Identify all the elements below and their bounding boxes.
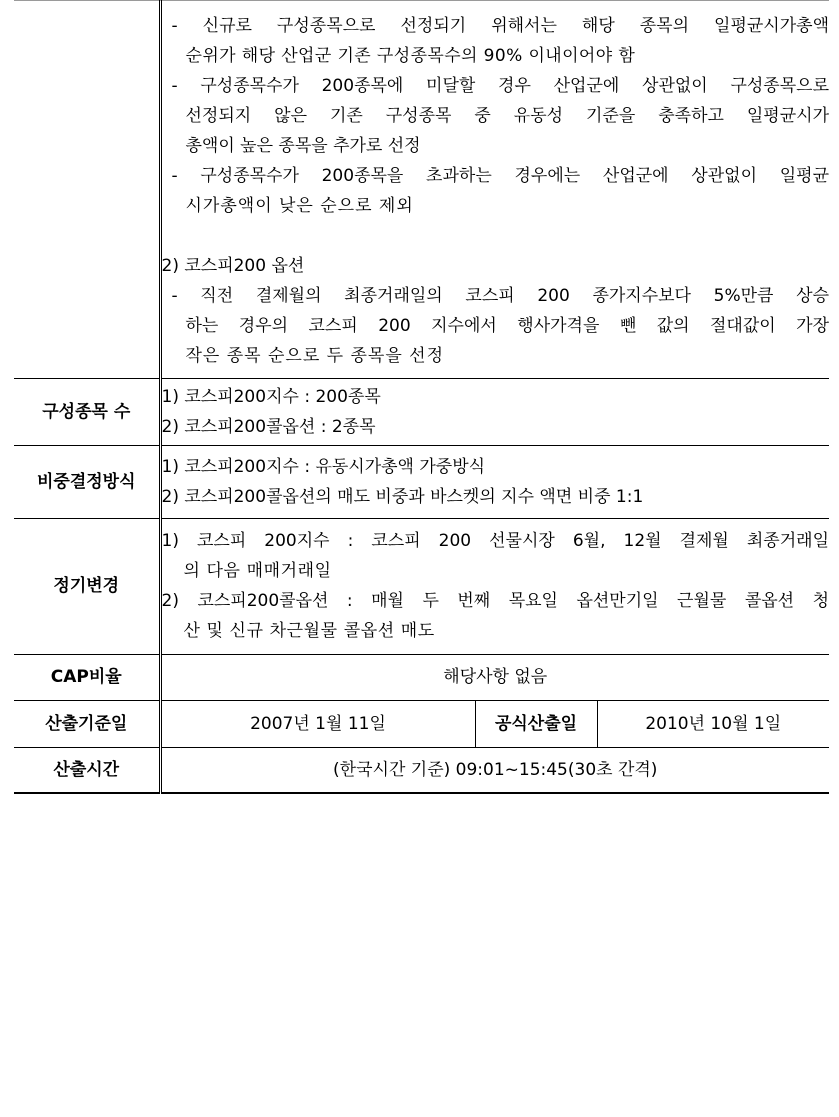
bullet-line: 총액이 높은 종목을 추가로 선정 <box>185 135 421 156</box>
selection-criteria-row <box>14 0 829 378</box>
publish-date-value: 2010년 10월 1일 <box>597 700 829 747</box>
bullet-line: 선정되지 않은 기존 구성종목 중 유동성 기준을 충족하고 일평균시가 <box>185 105 829 126</box>
selection-criteria-label-cell <box>14 0 160 378</box>
kospi200-bullet-1 <box>162 11 830 71</box>
publish-date-label: 공식산출일 <box>475 700 597 747</box>
blank-line <box>162 221 830 251</box>
option-heading: 2) 코스피200 옵션 <box>161 255 305 276</box>
cap-value: 해당사항 없음 <box>160 654 829 700</box>
list-item: 2) 코스피200콜옵션 : 매월 두 번째 목요일 옵션만기일 근월물 콜옵션 청 <box>161 591 829 611</box>
selection-criteria-content <box>160 0 829 378</box>
bullet-line: 시가총액이 낮은 순으로 제외 <box>185 195 414 216</box>
list-item: 1) 코스피200지수 : 200종목 <box>161 386 381 407</box>
base-date-value: 2007년 1월 11일 <box>160 700 475 747</box>
rebalancing-row <box>14 518 829 654</box>
weighting-label: 비중결정방식 <box>14 445 160 518</box>
weighting-row <box>14 445 829 518</box>
rebalancing-label: 정기변경 <box>14 518 160 654</box>
index-spec-table <box>14 0 829 794</box>
base-date-label: 산출기준일 <box>14 700 160 747</box>
base-date-row <box>14 700 829 747</box>
calc-time-row <box>14 747 829 793</box>
bullet-line: 작은 종목 순으로 두 종목을 선정 <box>185 345 445 366</box>
constituents-content <box>160 378 829 445</box>
list-item: 1) 코스피200지수 : 유동시가총액 가중방식 <box>161 456 486 477</box>
bullet-line: - 직전 결제월의 최종거래일의 코스피 200 종가지수보다 5%만큼 상승 <box>171 285 829 306</box>
kospi200-bullet-3 <box>162 161 830 221</box>
list-item: 2) 코스피200콜옵션의 매도 비중과 바스켓의 지수 액면 비중 1:1 <box>161 486 644 507</box>
kospi200-bullet-2 <box>162 71 830 161</box>
constituents-row <box>14 378 829 445</box>
option-bullet <box>162 281 830 371</box>
list-item: 의 다음 매매거래일 <box>183 561 332 581</box>
bullet-line: - 신규로 구성종목으로 선정되기 위해서는 해당 종목의 일평균시가총액 <box>171 15 829 36</box>
bullet-line: - 구성종목수가 200종목에 미달할 경우 산업군에 상관없이 구성종목으로 <box>171 75 829 96</box>
constituents-label: 구성종목 수 <box>14 378 160 445</box>
cap-label: CAP비율 <box>14 654 160 700</box>
list-item: 산 및 신규 차근월물 콜옵션 매도 <box>183 621 435 641</box>
calc-time-value: (한국시간 기준) 09:01~15:45(30초 간격) <box>160 747 829 793</box>
calc-time-label: 산출시간 <box>14 747 160 793</box>
list-item: 1) 코스피 200지수 : 코스피 200 선물시장 6월, 12월 결제월 최종거래일 <box>161 531 829 551</box>
bullet-line: 순위가 해당 산업군 기존 구성종목수의 90% 이내이어야 함 <box>185 45 636 66</box>
list-item: 2) 코스피200콜옵션 : 2종목 <box>161 416 376 437</box>
bullet-line: - 구성종목수가 200종목을 초과하는 경우에는 산업군에 상관없이 일평균 <box>171 165 829 186</box>
bullet-line: 하는 경우의 코스피 200 지수에서 행사가격을 뺀 값의 절대값이 가장 <box>185 315 829 336</box>
cap-row <box>14 654 829 700</box>
rebalancing-content <box>160 518 829 654</box>
weighting-content <box>160 445 829 518</box>
